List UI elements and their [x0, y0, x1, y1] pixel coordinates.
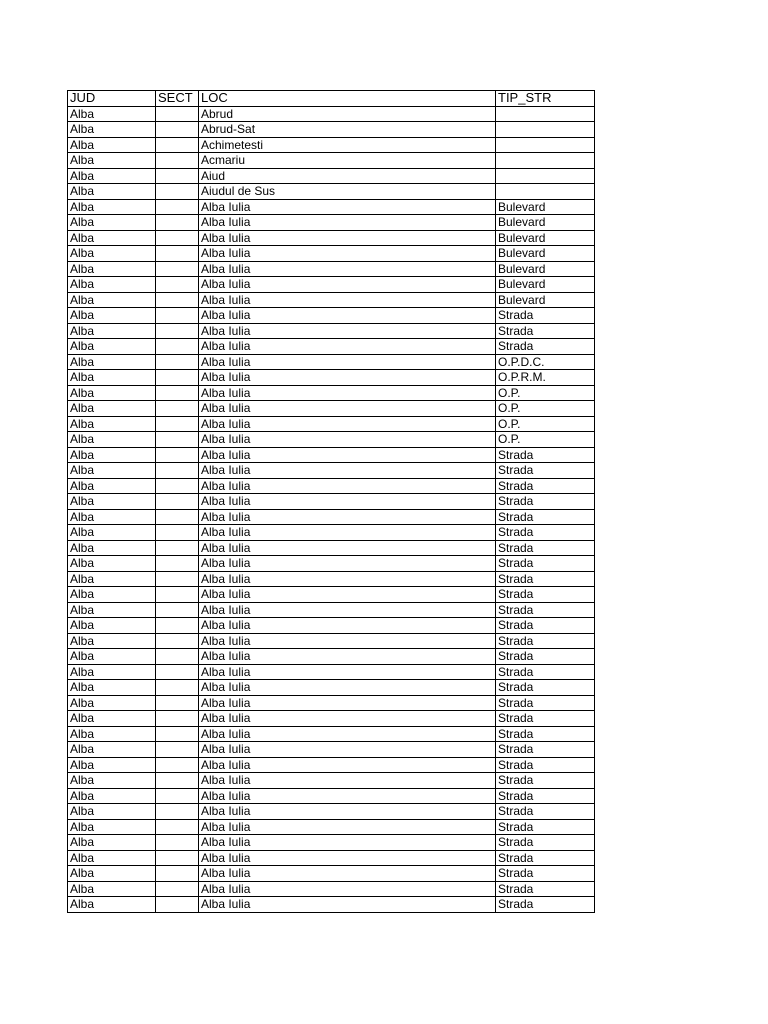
cell-sect — [156, 633, 199, 649]
table-row — [68, 881, 595, 897]
cell-loc: Alba Iulia — [199, 788, 496, 804]
cell-sect — [156, 432, 199, 448]
cell-jud: Alba — [68, 168, 156, 184]
cell-tip-str: O.P.D.C. — [496, 354, 595, 370]
cell-tip-str: Strada — [496, 308, 595, 324]
cell-tip-str — [496, 122, 595, 138]
cell-sect — [156, 385, 199, 401]
cell-sect — [156, 137, 199, 153]
cell-loc: Alba Iulia — [199, 881, 496, 897]
cell-sect — [156, 866, 199, 882]
cell-sect — [156, 680, 199, 696]
cell-sect — [156, 587, 199, 603]
table-row — [68, 122, 595, 138]
cell-jud: Alba — [68, 850, 156, 866]
table-row — [68, 819, 595, 835]
table-row — [68, 773, 595, 789]
table-row — [68, 153, 595, 169]
cell-sect — [156, 261, 199, 277]
table-row — [68, 463, 595, 479]
cell-loc: Alba Iulia — [199, 602, 496, 618]
cell-jud: Alba — [68, 680, 156, 696]
cell-tip-str: Strada — [496, 649, 595, 665]
streets-table — [67, 90, 595, 913]
header-jud: JUD — [68, 91, 156, 107]
cell-tip-str: O.P. — [496, 432, 595, 448]
cell-tip-str: O.P.R.M. — [496, 370, 595, 386]
cell-jud: Alba — [68, 788, 156, 804]
table-row — [68, 137, 595, 153]
table-row — [68, 540, 595, 556]
cell-tip-str: Strada — [496, 742, 595, 758]
cell-jud: Alba — [68, 633, 156, 649]
cell-tip-str: Strada — [496, 711, 595, 727]
table-row — [68, 804, 595, 820]
table-row — [68, 556, 595, 572]
cell-jud: Alba — [68, 835, 156, 851]
cell-loc: Alba Iulia — [199, 571, 496, 587]
cell-sect — [156, 230, 199, 246]
table-row — [68, 447, 595, 463]
cell-tip-str: Bulevard — [496, 277, 595, 293]
cell-jud: Alba — [68, 292, 156, 308]
table-row — [68, 106, 595, 122]
cell-loc: Alba Iulia — [199, 339, 496, 355]
cell-loc: Alba Iulia — [199, 819, 496, 835]
cell-sect — [156, 804, 199, 820]
cell-loc: Alba Iulia — [199, 850, 496, 866]
table-row — [68, 633, 595, 649]
table-row — [68, 664, 595, 680]
cell-sect — [156, 184, 199, 200]
cell-tip-str: Bulevard — [496, 199, 595, 215]
cell-tip-str: Strada — [496, 323, 595, 339]
cell-sect — [156, 106, 199, 122]
table-row — [68, 478, 595, 494]
cell-tip-str: Strada — [496, 633, 595, 649]
cell-loc: Aiud — [199, 168, 496, 184]
cell-loc: Alba Iulia — [199, 246, 496, 262]
cell-sect — [156, 168, 199, 184]
cell-loc: Alba Iulia — [199, 230, 496, 246]
cell-tip-str: Strada — [496, 447, 595, 463]
cell-jud: Alba — [68, 215, 156, 231]
table-row — [68, 866, 595, 882]
cell-sect — [156, 323, 199, 339]
header-row — [68, 91, 595, 107]
cell-jud: Alba — [68, 184, 156, 200]
cell-loc: Alba Iulia — [199, 494, 496, 510]
cell-jud: Alba — [68, 246, 156, 262]
cell-loc: Alba Iulia — [199, 370, 496, 386]
cell-tip-str: O.P. — [496, 416, 595, 432]
cell-loc: Alba Iulia — [199, 385, 496, 401]
cell-sect — [156, 215, 199, 231]
cell-jud: Alba — [68, 323, 156, 339]
cell-loc: Alba Iulia — [199, 835, 496, 851]
cell-tip-str: Bulevard — [496, 246, 595, 262]
table-row — [68, 370, 595, 386]
table-row — [68, 277, 595, 293]
cell-loc: Alba Iulia — [199, 323, 496, 339]
cell-jud: Alba — [68, 478, 156, 494]
cell-loc: Alba Iulia — [199, 680, 496, 696]
table-header — [68, 91, 595, 107]
cell-tip-str: O.P. — [496, 385, 595, 401]
cell-jud: Alba — [68, 385, 156, 401]
cell-loc: Alba Iulia — [199, 649, 496, 665]
cell-jud: Alba — [68, 742, 156, 758]
cell-tip-str: Strada — [496, 509, 595, 525]
cell-loc: Alba Iulia — [199, 773, 496, 789]
cell-tip-str: Strada — [496, 773, 595, 789]
cell-jud: Alba — [68, 618, 156, 634]
cell-jud: Alba — [68, 602, 156, 618]
table-row — [68, 230, 595, 246]
cell-sect — [156, 664, 199, 680]
cell-jud: Alba — [68, 819, 156, 835]
cell-tip-str — [496, 137, 595, 153]
cell-sect — [156, 788, 199, 804]
cell-jud: Alba — [68, 122, 156, 138]
cell-loc: Alba Iulia — [199, 587, 496, 603]
cell-jud: Alba — [68, 494, 156, 510]
cell-sect — [156, 525, 199, 541]
table-row — [68, 261, 595, 277]
table-row — [68, 432, 595, 448]
cell-loc: Abrud — [199, 106, 496, 122]
cell-sect — [156, 277, 199, 293]
cell-jud: Alba — [68, 153, 156, 169]
cell-loc: Alba Iulia — [199, 308, 496, 324]
cell-jud: Alba — [68, 230, 156, 246]
cell-sect — [156, 835, 199, 851]
cell-sect — [156, 571, 199, 587]
cell-sect — [156, 540, 199, 556]
cell-jud: Alba — [68, 525, 156, 541]
cell-sect — [156, 308, 199, 324]
cell-sect — [156, 494, 199, 510]
cell-tip-str: Strada — [496, 866, 595, 882]
table-row — [68, 494, 595, 510]
cell-jud: Alba — [68, 726, 156, 742]
cell-loc: Alba Iulia — [199, 664, 496, 680]
table-row — [68, 339, 595, 355]
cell-loc: Alba Iulia — [199, 618, 496, 634]
cell-sect — [156, 122, 199, 138]
cell-tip-str: Strada — [496, 494, 595, 510]
cell-tip-str: Strada — [496, 695, 595, 711]
cell-tip-str — [496, 106, 595, 122]
cell-jud: Alba — [68, 664, 156, 680]
cell-sect — [156, 773, 199, 789]
table-row — [68, 215, 595, 231]
cell-sect — [156, 199, 199, 215]
cell-jud: Alba — [68, 416, 156, 432]
cell-sect — [156, 618, 199, 634]
cell-sect — [156, 339, 199, 355]
cell-loc: Alba Iulia — [199, 447, 496, 463]
cell-sect — [156, 478, 199, 494]
table-row — [68, 649, 595, 665]
table-body — [68, 106, 595, 912]
cell-jud: Alba — [68, 897, 156, 913]
table-row — [68, 897, 595, 913]
cell-jud: Alba — [68, 773, 156, 789]
cell-sect — [156, 757, 199, 773]
cell-jud: Alba — [68, 277, 156, 293]
table-row — [68, 308, 595, 324]
cell-tip-str: Strada — [496, 463, 595, 479]
cell-tip-str: Bulevard — [496, 215, 595, 231]
cell-jud: Alba — [68, 866, 156, 882]
cell-tip-str: Strada — [496, 897, 595, 913]
cell-loc: Alba Iulia — [199, 277, 496, 293]
cell-sect — [156, 246, 199, 262]
table-row — [68, 602, 595, 618]
cell-jud: Alba — [68, 587, 156, 603]
cell-jud: Alba — [68, 540, 156, 556]
table-row — [68, 509, 595, 525]
cell-loc: Alba Iulia — [199, 261, 496, 277]
cell-jud: Alba — [68, 649, 156, 665]
cell-loc: Alba Iulia — [199, 866, 496, 882]
table-row — [68, 788, 595, 804]
table-row — [68, 835, 595, 851]
cell-loc: Alba Iulia — [199, 509, 496, 525]
cell-jud: Alba — [68, 370, 156, 386]
cell-sect — [156, 850, 199, 866]
cell-tip-str: Bulevard — [496, 230, 595, 246]
table-row — [68, 757, 595, 773]
table-row — [68, 726, 595, 742]
cell-sect — [156, 695, 199, 711]
cell-tip-str: Strada — [496, 788, 595, 804]
cell-sect — [156, 602, 199, 618]
cell-sect — [156, 370, 199, 386]
cell-tip-str: Strada — [496, 850, 595, 866]
cell-sect — [156, 416, 199, 432]
cell-loc: Aiudul de Sus — [199, 184, 496, 200]
cell-sect — [156, 726, 199, 742]
cell-sect — [156, 447, 199, 463]
header-tip-str: TIP_STR — [496, 91, 595, 107]
spreadsheet-page — [67, 90, 594, 913]
cell-tip-str: Strada — [496, 587, 595, 603]
table-row — [68, 618, 595, 634]
table-row — [68, 711, 595, 727]
table-row — [68, 168, 595, 184]
cell-jud: Alba — [68, 339, 156, 355]
table-row — [68, 571, 595, 587]
cell-loc: Alba Iulia — [199, 416, 496, 432]
table-row — [68, 695, 595, 711]
table-row — [68, 323, 595, 339]
cell-loc: Alba Iulia — [199, 525, 496, 541]
table-row — [68, 587, 595, 603]
cell-sect — [156, 153, 199, 169]
cell-tip-str — [496, 184, 595, 200]
cell-jud: Alba — [68, 711, 156, 727]
cell-loc: Alba Iulia — [199, 199, 496, 215]
cell-tip-str — [496, 168, 595, 184]
cell-jud: Alba — [68, 261, 156, 277]
cell-tip-str: Strada — [496, 525, 595, 541]
cell-jud: Alba — [68, 695, 156, 711]
cell-tip-str: Bulevard — [496, 292, 595, 308]
cell-loc: Alba Iulia — [199, 897, 496, 913]
cell-loc: Alba Iulia — [199, 556, 496, 572]
cell-jud: Alba — [68, 137, 156, 153]
cell-tip-str — [496, 153, 595, 169]
cell-loc: Alba Iulia — [199, 432, 496, 448]
cell-sect — [156, 897, 199, 913]
cell-jud: Alba — [68, 106, 156, 122]
cell-jud: Alba — [68, 881, 156, 897]
table-row — [68, 742, 595, 758]
cell-sect — [156, 354, 199, 370]
cell-tip-str: Strada — [496, 804, 595, 820]
cell-loc: Alba Iulia — [199, 478, 496, 494]
cell-sect — [156, 742, 199, 758]
cell-jud: Alba — [68, 757, 156, 773]
cell-jud: Alba — [68, 308, 156, 324]
table-row — [68, 246, 595, 262]
table-row — [68, 354, 595, 370]
table-row — [68, 401, 595, 417]
cell-loc: Alba Iulia — [199, 401, 496, 417]
table-row — [68, 525, 595, 541]
cell-jud: Alba — [68, 509, 156, 525]
cell-loc: Acmariu — [199, 153, 496, 169]
cell-sect — [156, 463, 199, 479]
cell-tip-str: Strada — [496, 571, 595, 587]
header-loc: LOC — [199, 91, 496, 107]
cell-loc: Alba Iulia — [199, 633, 496, 649]
cell-jud: Alba — [68, 354, 156, 370]
header-sect: SECT — [156, 91, 199, 107]
cell-tip-str: Strada — [496, 556, 595, 572]
cell-loc: Alba Iulia — [199, 742, 496, 758]
cell-tip-str: Strada — [496, 881, 595, 897]
cell-loc: Abrud-Sat — [199, 122, 496, 138]
cell-loc: Alba Iulia — [199, 695, 496, 711]
cell-loc: Alba Iulia — [199, 292, 496, 308]
cell-loc: Alba Iulia — [199, 804, 496, 820]
cell-loc: Alba Iulia — [199, 354, 496, 370]
cell-loc: Alba Iulia — [199, 757, 496, 773]
cell-tip-str: Strada — [496, 835, 595, 851]
cell-loc: Alba Iulia — [199, 540, 496, 556]
cell-tip-str: Strada — [496, 478, 595, 494]
cell-tip-str: Strada — [496, 819, 595, 835]
cell-sect — [156, 556, 199, 572]
cell-loc: Alba Iulia — [199, 215, 496, 231]
cell-tip-str: Strada — [496, 680, 595, 696]
cell-jud: Alba — [68, 199, 156, 215]
cell-tip-str: Strada — [496, 618, 595, 634]
cell-tip-str: Strada — [496, 726, 595, 742]
cell-loc: Alba Iulia — [199, 463, 496, 479]
cell-jud: Alba — [68, 571, 156, 587]
cell-sect — [156, 881, 199, 897]
cell-jud: Alba — [68, 804, 156, 820]
cell-jud: Alba — [68, 463, 156, 479]
table-row — [68, 199, 595, 215]
cell-tip-str: Strada — [496, 664, 595, 680]
cell-tip-str: O.P. — [496, 401, 595, 417]
table-row — [68, 416, 595, 432]
cell-sect — [156, 711, 199, 727]
table-row — [68, 385, 595, 401]
cell-sect — [156, 401, 199, 417]
cell-jud: Alba — [68, 432, 156, 448]
cell-sect — [156, 509, 199, 525]
table-row — [68, 292, 595, 308]
cell-loc: Alba Iulia — [199, 711, 496, 727]
cell-tip-str: Strada — [496, 339, 595, 355]
cell-jud: Alba — [68, 447, 156, 463]
cell-tip-str: Strada — [496, 540, 595, 556]
cell-loc: Alba Iulia — [199, 726, 496, 742]
table-row — [68, 680, 595, 696]
cell-tip-str: Bulevard — [496, 261, 595, 277]
cell-sect — [156, 292, 199, 308]
cell-loc: Achimetesti — [199, 137, 496, 153]
cell-jud: Alba — [68, 401, 156, 417]
cell-tip-str: Strada — [496, 757, 595, 773]
cell-sect — [156, 649, 199, 665]
table-row — [68, 850, 595, 866]
cell-tip-str: Strada — [496, 602, 595, 618]
cell-jud: Alba — [68, 556, 156, 572]
cell-sect — [156, 819, 199, 835]
table-row — [68, 184, 595, 200]
